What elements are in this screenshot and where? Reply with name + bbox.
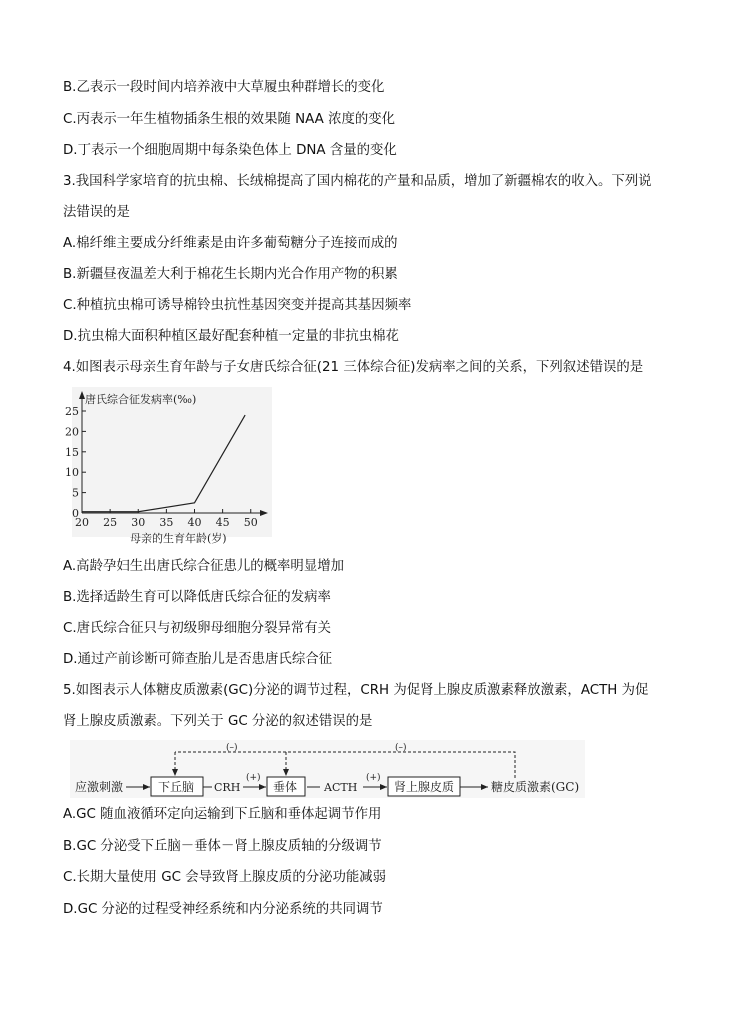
x-tick-label: 20 — [75, 516, 89, 529]
plus-sign-2: (+) — [366, 773, 381, 783]
x-tick-label: 30 — [131, 516, 146, 529]
gc-output-label: 糖皮质激素(GC) — [491, 780, 580, 794]
question-5-option-a: A.GC 随血液循环定向运输到下丘脑和垂体起调节作用 — [63, 807, 382, 822]
question-4-option-b: B.选择适龄生育可以降低唐氏综合征的发病率 — [63, 590, 331, 605]
question-4-option-c: C.唐氏综合征只与初级卵母细胞分裂异常有关 — [63, 621, 332, 636]
y-tick-label: 10 — [65, 466, 79, 480]
y-tick-label: 20 — [65, 425, 79, 439]
question-5-option-c: C.长期大量使用 GC 会导致肾上腺皮质的分泌功能减弱 — [63, 870, 387, 885]
crh-label: CRH — [214, 781, 241, 794]
y-tick-label: 15 — [65, 445, 79, 459]
question-3-option-a: A.棉纤维主要成分纤维素是由许多葡萄糖分子连接而成的 — [63, 236, 398, 251]
y-tick-label: 25 — [65, 405, 79, 418]
question-3-stem-cont: 法错误的是 — [63, 205, 130, 220]
plus-sign-1: (+) — [246, 773, 261, 783]
minus-sign-2: (–) — [395, 743, 407, 753]
x-tick-label: 35 — [159, 516, 174, 529]
y-tick-label: 5 — [72, 486, 79, 500]
hypothalamus-label: 下丘脑 — [158, 780, 195, 794]
question-5-option-d: D.GC 分泌的过程受神经系统和内分泌系统的共同调节 — [63, 902, 383, 917]
x-tick-label: 25 — [103, 516, 118, 529]
question-3-option-d: D.抗虫棉大面积种植区最好配套种植一定量的非抗虫棉花 — [63, 329, 399, 344]
x-tick-label: 45 — [215, 516, 230, 529]
question-3-option-c: C.种植抗虫棉可诱导棉铃虫抗性基因突变并提高其基因频率 — [63, 298, 412, 313]
y-tick-label: 0 — [72, 507, 79, 520]
down-syndrome-chart — [62, 385, 277, 545]
question-4-stem: 4.如图表示母亲生育年龄与子女唐氏综合征(21 三体综合征)发病率之间的关系，下列叙述错误的是 — [63, 360, 644, 375]
x-tick-label: 50 — [243, 516, 258, 529]
y-axis-label: 唐氏综合征发病率(‰) — [85, 393, 197, 406]
question-5-stem: 5.如图表示人体糖皮质激素(GC)分泌的调节过程，CRH 为促肾上腺皮质激素释放激素，ACTH 为促 — [63, 683, 649, 698]
acth-label: ACTH — [324, 781, 358, 794]
stimulus-label: 应激刺激 — [75, 780, 124, 794]
question-5-stem-cont: 肾上腺皮质激素。下列关于 GC 分泌的叙述错误的是 — [63, 714, 373, 729]
question-4-option-d: D.通过产前诊断可筛查胎儿是否患唐氏综合征 — [63, 652, 332, 667]
chart-background — [72, 387, 272, 537]
pituitary-label: 垂体 — [273, 780, 298, 794]
question-3-stem: 3.我国科学家培育的抗虫棉、长绒棉提高了国内棉花的产量和品质，增加了新疆棉农的收入。下列说 — [63, 174, 652, 189]
option-c: C.丙表示一年生植物插条生根的效果随 NAA 浓度的变化 — [63, 112, 396, 127]
x-axis-label: 母亲的生育年龄(岁) — [130, 532, 227, 545]
adrenal-cortex-label: 肾上腺皮质 — [394, 780, 455, 794]
question-3-option-b: B.新疆昼夜温差大利于棉花生长期内光合作用产物的积累 — [63, 267, 398, 282]
option-b: B.乙表示一段时间内培养液中大草履虫种群增长的变化 — [63, 80, 385, 95]
x-tick-label: 40 — [187, 516, 202, 529]
option-d: D.丁表示一个细胞周期中每条染色体上 DNA 含量的变化 — [63, 143, 397, 158]
question-5-option-b: B.GC 分泌受下丘脑－垂体－肾上腺皮质轴的分级调节 — [63, 839, 382, 854]
minus-sign-1: (–) — [226, 743, 238, 753]
question-4-option-a: A.高龄孕妇生出唐氏综合征患儿的概率明显增加 — [63, 559, 344, 574]
gc-regulation-diagram — [70, 740, 585, 798]
